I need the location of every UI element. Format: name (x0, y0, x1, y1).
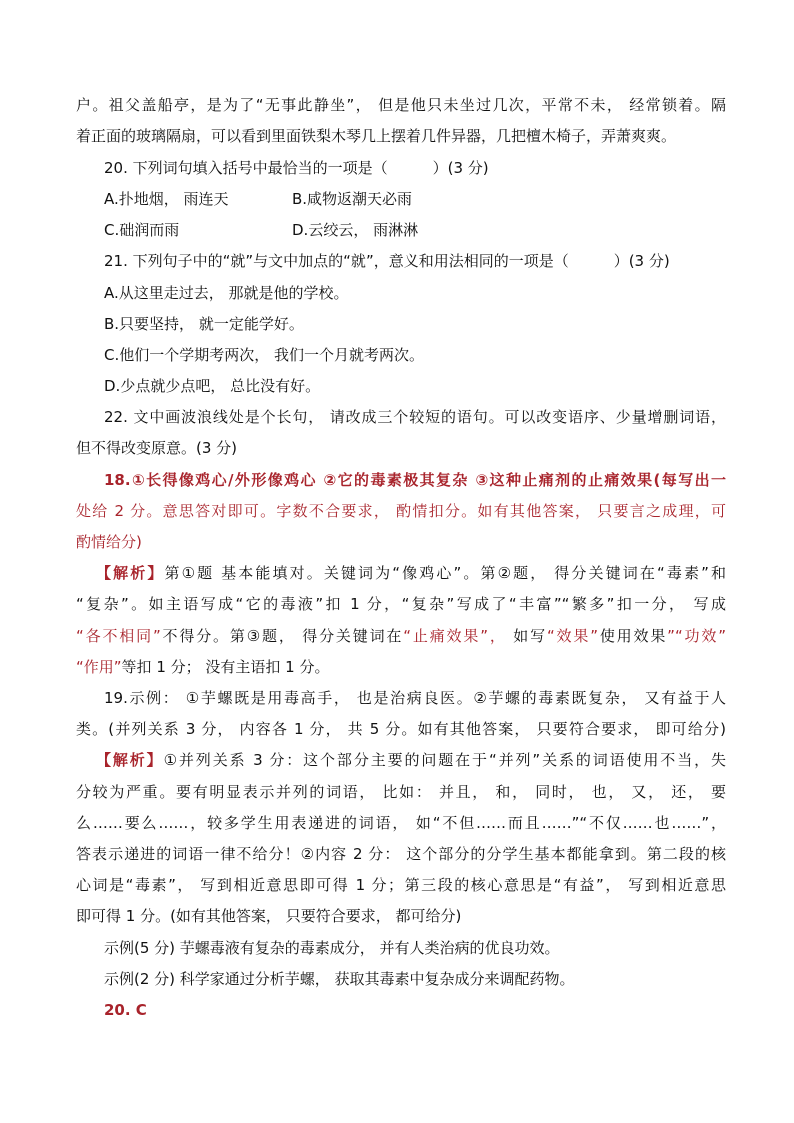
explanation-19-line: 么……要么……，较多学生用表递进的词语， 如“不但……而且……”“不仅……也……”， (76, 814, 726, 832)
explanation-18-line: “各不相同”不得分。第③题， 得分关键词在“止痛效果”， 如写“效果”使用效果”“功效” (76, 627, 726, 645)
option-c: C.础润而雨 (104, 221, 180, 239)
analysis-tag: 【解析】 (96, 751, 164, 769)
question-20-options-row (104, 189, 726, 209)
explanation-19-line: 即可得 1 分。(如有其他答案， 只要符合要求， 都可给分) (76, 907, 462, 925)
question-20-options-row (104, 220, 726, 240)
passage-line: 户。祖父盖船亭，是为了“无事此静坐”， 但是他只未坐过几次，平常不未， 经常锁着。隔 (76, 96, 726, 114)
answer-19-line: 19.示例： ①芋螺既是用毒高手， 也是治病良医。②芋螺的毒素既复杂， 又有益于人 (104, 689, 726, 707)
answer-18-line: 处给 2 分。意思答对即可。字数不合要求， 酌情扣分。如有其他答案， 只要言之成理，可 (76, 502, 726, 520)
option-d: D.少点就少点吧， 总比没有好。 (104, 377, 321, 395)
question-20-stem: 20. 下列词句填入括号中最恰当的一项是（ ）(3 分) (104, 159, 489, 177)
answer-20: 20. C (104, 1001, 147, 1019)
question-22-line: 但不得改变原意。(3 分) (76, 439, 238, 457)
option-d: D.云绞云， 雨淋淋 (292, 221, 419, 239)
option-b: B.只要坚持， 就一定能学好。 (104, 315, 304, 333)
answer-18-line: 酌情给分) (76, 533, 142, 551)
option-a: A.扑地烟， 雨连天 (104, 190, 229, 208)
explanation-18-line: “作用”等扣 1 分； 没有主语扣 1 分。 (76, 658, 330, 676)
explanation-19-line: 心词是“毒素”， 写到相近意思即可得 1 分；第三段的核心意思是“有益”， 写到相近意思 (76, 876, 726, 894)
explanation-19-line: 答表示递进的词语一律不给分！②内容 2 分： 这个部分的分学生基本都能拿到。第二段的核 (76, 845, 726, 863)
passage-line: 着正面的玻璃隔扇，可以看到里面铁梨木琴几上摆着几件异器，几把檀木椅子，弄萧爽爽。 (76, 127, 677, 145)
explanation-19-line: 分较为严重。要有明显表示并列的词语， 比如： 并且， 和， 同时， 也， 又， 还， 要 (76, 783, 726, 801)
answer-18-line: 18.①长得像鸡心/外形像鸡心 ②它的毒素极其复杂 ③这种止痛剂的止痛效果(每写出一 (104, 471, 726, 489)
option-b: B.咸物返潮天必雨 (292, 190, 413, 208)
option-c: C.他们一个学期考两次， 我们一个月就考两次。 (104, 346, 425, 364)
question-21-stem: 21. 下列句子中的“就”与文中加点的“就”，意义和用法相同的一项是（ ）(3 分) (104, 252, 670, 270)
question-22-line: 22. 文中画波浪线处是个长句， 请改成三个较短的语句。可以改变语序、少量增删词语， (104, 408, 726, 426)
analysis-tag: 【解析】 (96, 564, 165, 582)
option-a: A.从这里走过去， 那就是他的学校。 (104, 284, 349, 302)
explanation-18-line: “复杂”。如主语写成“它的毒液”扣 1 分，“复杂”写成了“丰富”“繁多”扣一分， 写成 (76, 595, 726, 613)
explanation-19-line: 【解析】①并列关系 3 分：这个部分主要的问题在于“并列”关系的词语使用不当，失 (96, 751, 726, 769)
example-5-points: 示例(5 分) 芋螺毒液有复杂的毒素成分， 并有人类治病的优良功效。 (104, 939, 560, 957)
answer-19-line: 类。(并列关系 3 分， 内容各 1 分， 共 5 分。如有其他答案， 只要符合要求， 即可给分) (76, 720, 726, 738)
explanation-18-line: 【解析】第①题 基本能填对。关键词为“像鸡心”。第②题， 得分关键词在“毒素”和 (96, 564, 726, 582)
example-2-points: 示例(2 分) 科学家通过分析芋螺， 获取其毒素中复杂成分来调配药物。 (104, 970, 575, 988)
